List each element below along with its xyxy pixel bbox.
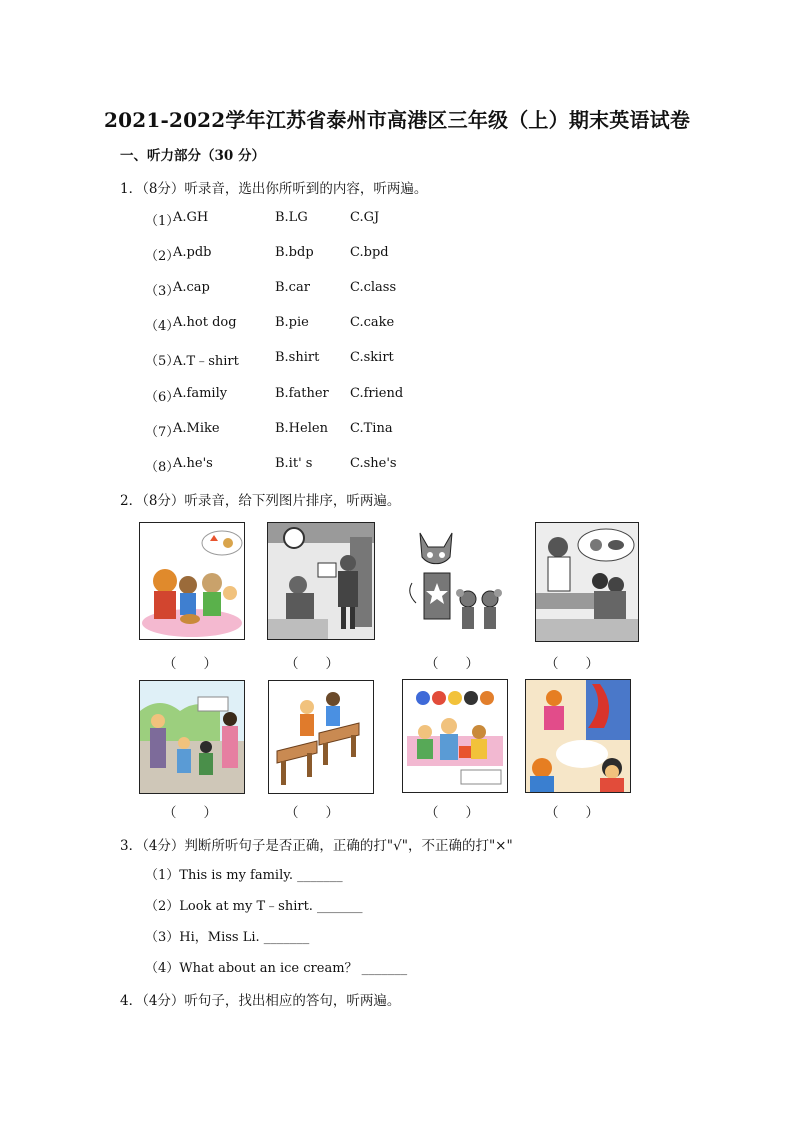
answer-blank[interactable]: （ ）	[425, 805, 479, 821]
item-number: （6）	[145, 390, 180, 405]
option-a: A.hot dog	[173, 315, 237, 330]
classroom-desks-illustration	[268, 680, 374, 794]
classroom-greeting-illustration	[267, 522, 375, 640]
masks-family-illustration	[402, 679, 508, 793]
question-2-stem: 2．（8分）听录音，给下列图片排序，听两遍。	[120, 493, 401, 509]
answer-blank[interactable]: （ ）	[425, 656, 479, 672]
question-3-stem: 3．（4分）判断所听句子是否正确，正确的打"√"，不正确的打"×"	[120, 838, 513, 854]
option-b: B.father	[275, 386, 329, 401]
option-a: A.T﹣shirt	[173, 354, 239, 369]
option-c: C.class	[350, 280, 397, 295]
item-number: （4）	[145, 319, 180, 334]
answer-blank[interactable]: （ ）	[545, 805, 599, 821]
option-c: C.GJ	[350, 210, 380, 225]
option-a: A.family	[173, 386, 228, 401]
q3-item: （3）Hi，Miss Li. _______	[145, 930, 310, 945]
food-shop-illustration	[535, 522, 639, 642]
playground-kids-illustration	[525, 679, 631, 793]
page-title: 2021-2022学年江苏省泰州市高港区三年级（上）期末英语试卷	[103, 108, 691, 132]
option-c: C.she's	[350, 456, 397, 471]
item-number: （2）	[145, 249, 180, 264]
section-heading-listening: 一、听力部分（30 分）	[120, 148, 265, 164]
option-b: B.pie	[275, 315, 309, 330]
item-number: （8）	[145, 460, 180, 475]
answer-blank[interactable]: （ ）	[163, 805, 217, 821]
answer-blank[interactable]: （ ）	[545, 656, 599, 672]
option-c: C.Tina	[350, 421, 393, 436]
question-1-stem: 1．（8分）听录音，选出你所听到的内容，听两遍。	[120, 181, 428, 197]
option-b: B.LG	[275, 210, 308, 225]
option-a: A.cap	[173, 280, 210, 295]
q3-item: （4）What about an ice cream？ _______	[145, 961, 408, 976]
answer-blank[interactable]: （ ）	[285, 656, 339, 672]
item-number: （5）	[145, 354, 180, 369]
item-number: （7）	[145, 425, 180, 440]
option-a: A.he's	[173, 456, 213, 471]
option-a: A.Mike	[173, 421, 220, 436]
option-a: A.GH	[173, 210, 209, 225]
option-c: C.cake	[350, 315, 395, 330]
q3-item: （1）This is my family. _______	[145, 868, 343, 883]
option-c: C.friend	[350, 386, 404, 401]
picnic-party-illustration	[139, 522, 245, 640]
option-b: B.it' s	[275, 456, 313, 471]
answer-blank[interactable]: （ ）	[285, 805, 339, 821]
item-number: （1）	[145, 214, 180, 229]
option-a: A.pdb	[173, 245, 212, 260]
answer-blank[interactable]: （ ）	[163, 656, 217, 672]
option-b: B.Helen	[275, 421, 328, 436]
option-b: B.car	[275, 280, 310, 295]
option-c: C.skirt	[350, 350, 394, 365]
cat-and-mice-illustration	[401, 522, 507, 640]
family-walk-illustration	[139, 680, 245, 794]
option-b: B.shirt	[275, 350, 320, 365]
q3-item: （2）Look at my T﹣shirt. _______	[145, 899, 363, 914]
option-c: C.bpd	[350, 245, 389, 260]
question-4-stem: 4．（4分）听句子，找出相应的答句，听两遍。	[120, 993, 401, 1009]
option-b: B.bdp	[275, 245, 314, 260]
item-number: （3）	[145, 284, 180, 299]
